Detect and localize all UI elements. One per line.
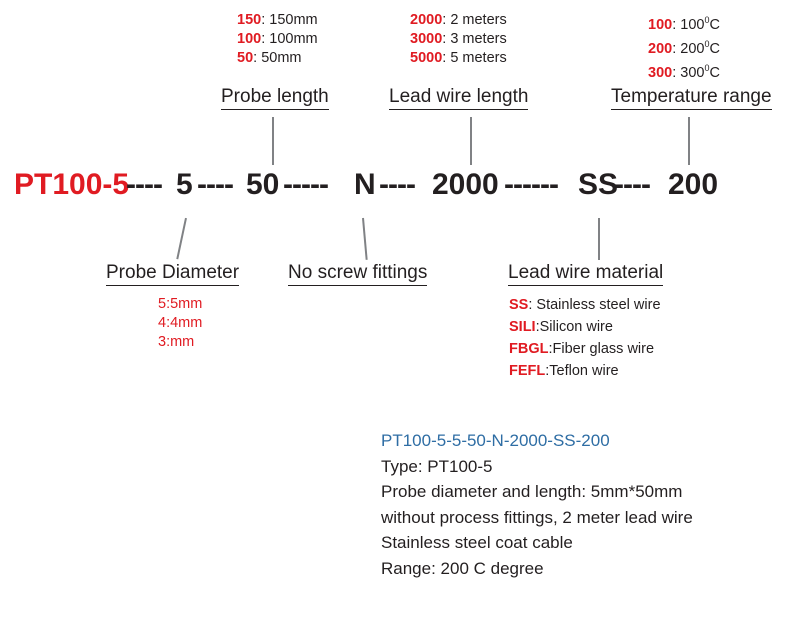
- code-segment-length: 50: [246, 168, 280, 201]
- option-row: [410, 49, 507, 68]
- option-key: SILI: [509, 319, 536, 335]
- option-value: : 5 meters: [442, 50, 507, 66]
- option-value: : 100: [672, 16, 705, 33]
- option-value: : 200: [672, 40, 705, 57]
- option-value: : 300: [672, 64, 705, 81]
- option-value: :4mm: [166, 315, 203, 331]
- option-row: [509, 316, 661, 338]
- code-segment-type: PT100-5: [14, 168, 130, 201]
- option-key: 4: [158, 315, 167, 331]
- option-row: [509, 338, 661, 360]
- degree-symbol: 0: [704, 38, 710, 49]
- option-row: [648, 11, 720, 35]
- code-segment-temperature: 200: [668, 168, 719, 201]
- example-heading: PT100-5-5-50-N-2000-SS-200: [381, 431, 610, 450]
- probe-length-options: [237, 11, 318, 68]
- option-value: :Silicon wire: [535, 319, 613, 335]
- probe-diameter-options: [158, 295, 202, 352]
- option-key: 50: [237, 50, 254, 66]
- option-row: [648, 59, 720, 83]
- option-key: 300: [648, 64, 673, 81]
- probe-diameter-title: Probe Diameter: [106, 262, 239, 286]
- lead-wire-length-leader: [470, 117, 472, 165]
- option-value: : 150mm: [261, 12, 318, 28]
- example-line: Range: 200 C degree: [381, 558, 544, 578]
- code-dashes: ----: [197, 168, 233, 201]
- lead-wire-length-title: Lead wire length: [389, 86, 528, 110]
- option-key: FBGL: [509, 341, 549, 357]
- option-row: [158, 314, 202, 333]
- option-unit: C: [709, 16, 720, 33]
- code-dashes: -----: [283, 168, 328, 201]
- option-value: : Stainless steel wire: [528, 297, 661, 313]
- option-value: : 3 meters: [442, 31, 507, 47]
- temperature-range-options: [648, 11, 720, 82]
- option-key: 5000: [410, 50, 443, 66]
- option-key: 5: [158, 296, 167, 312]
- option-value: :Teflon wire: [545, 363, 619, 379]
- option-value: : 50mm: [253, 50, 302, 66]
- option-row: [410, 30, 507, 49]
- option-row: [509, 360, 661, 382]
- no-screw-fittings-title: No screw fittings: [288, 262, 427, 286]
- option-row: [237, 11, 318, 30]
- option-value: :5mm: [166, 296, 203, 312]
- probe-length-leader: [272, 117, 274, 165]
- option-row: [158, 333, 202, 352]
- option-row: [237, 30, 318, 49]
- lead-wire-length-options: [410, 11, 507, 68]
- degree-symbol: 0: [704, 15, 710, 25]
- code-segment-wire-length: 2000: [432, 168, 499, 201]
- example-line: Type: PT100-5: [381, 456, 493, 476]
- option-key: SS: [509, 297, 529, 313]
- option-key: 2000: [410, 12, 443, 28]
- option-key: 3000: [410, 31, 443, 47]
- lead-wire-material-leader: [598, 218, 600, 260]
- option-key: 100: [237, 31, 262, 47]
- lead-wire-material-options: [509, 294, 661, 382]
- example-line: Probe diameter and length: 5mm*50mm: [381, 482, 683, 501]
- option-value: : 2 meters: [442, 12, 507, 28]
- code-dashes: ------: [504, 168, 558, 201]
- code-segment-diameter: 5: [176, 168, 193, 201]
- option-value: : 100mm: [261, 31, 318, 47]
- probe-diameter-leader: [176, 218, 186, 259]
- option-key: 200: [648, 40, 673, 57]
- temperature-range-title: Temperature range: [611, 86, 772, 110]
- no-screw-fittings-leader: [362, 218, 367, 260]
- option-row: [509, 294, 661, 316]
- probe-length-title: Probe length: [221, 86, 329, 110]
- code-dashes: ----: [614, 168, 650, 201]
- option-row: [648, 35, 720, 59]
- option-key: FEFL: [509, 363, 546, 379]
- option-row: [237, 49, 318, 68]
- example-line: Stainless steel coat cable: [381, 533, 573, 552]
- lead-wire-material-title: Lead wire material: [508, 262, 663, 286]
- temperature-range-leader: [688, 117, 690, 165]
- example-line: without process fittings, 2 meter lead wire: [381, 507, 693, 527]
- option-key: 3: [158, 334, 167, 350]
- option-row: [158, 295, 202, 314]
- code-dashes: ----: [379, 168, 415, 201]
- example-block: [381, 428, 693, 581]
- code-segment-wire-material: SS: [578, 168, 619, 201]
- option-row: [410, 11, 507, 30]
- code-dashes: ----: [126, 168, 162, 201]
- option-key: 150: [237, 12, 262, 28]
- option-key: 100: [648, 16, 673, 33]
- degree-symbol: 0: [704, 62, 710, 73]
- option-unit: C: [709, 64, 720, 81]
- option-unit: C: [709, 40, 720, 57]
- option-value: :mm: [166, 334, 195, 350]
- code-segment-fitting: N: [354, 168, 376, 201]
- part-number-code: [0, 168, 812, 212]
- option-value: :Fiber glass wire: [548, 341, 655, 357]
